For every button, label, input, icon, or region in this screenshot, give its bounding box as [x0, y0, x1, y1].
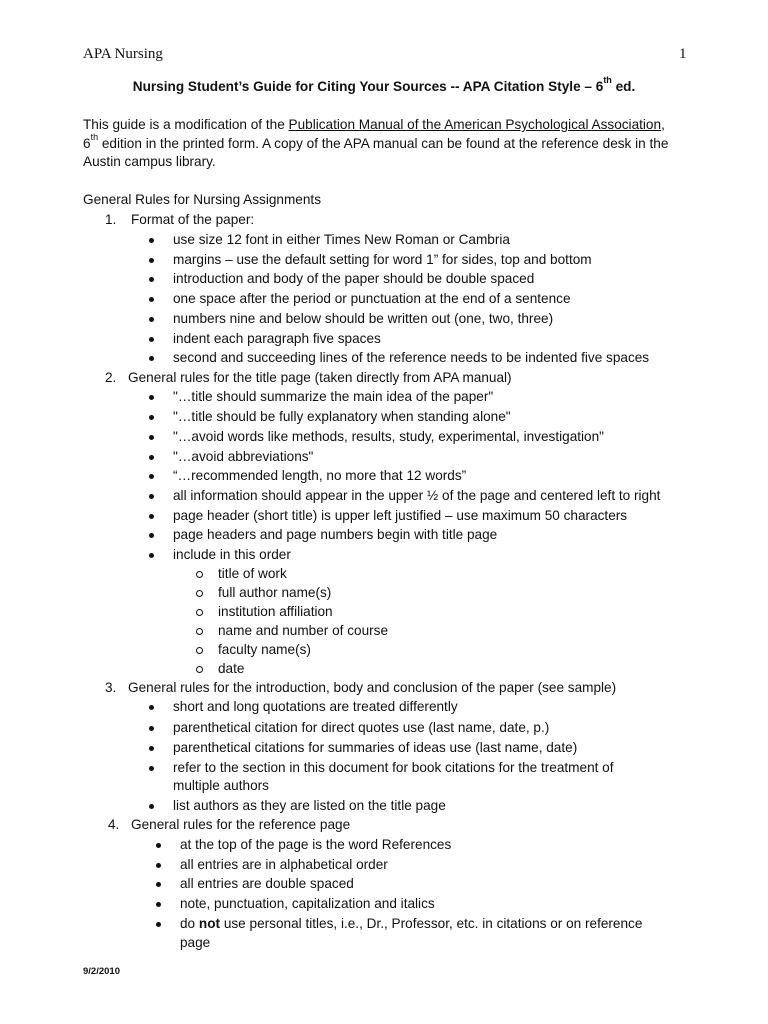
intro-edition-num: 6: [83, 135, 91, 151]
list-item: "…title should be fully explanatory when standing alone": [173, 409, 511, 424]
bullet-icon: [149, 356, 154, 361]
sub-list-item: full author name(s): [218, 585, 331, 600]
sub-list-item: title of work: [218, 566, 287, 581]
list-item: do not use personal titles, i.e., Dr., Professor, etc. in citations or on reference: [180, 916, 642, 931]
intro-part3: edition in the printed form. A copy of the APA manual can be found at the reference desk in the Austin campus library.: [83, 135, 669, 169]
bullet-icon: [149, 494, 154, 499]
list-item: note, punctuation, capitalization and italics: [180, 896, 435, 911]
emphasis-not: not: [198, 916, 221, 931]
list-item: include in this order: [173, 547, 291, 562]
bullet-icon: [149, 415, 154, 420]
list-item: all entries are double spaced: [180, 876, 354, 891]
intro-part1: This guide is a modification of the: [83, 117, 289, 132]
bullet-icon: [149, 746, 154, 751]
circle-bullet-icon: [196, 609, 203, 616]
list-item: all information should appear in the upper ½ of the page and centered left to right: [173, 488, 660, 503]
circle-bullet-icon: [196, 628, 203, 635]
list-item: margins – use the default setting for word 1” for sides, top and bottom: [173, 252, 592, 267]
manual-title: Publication Manual of the American Psychological Association: [288, 117, 662, 132]
bullet-icon: [149, 238, 154, 243]
list-item: at the top of the page is the word References: [180, 837, 451, 852]
list-item: “…recommended length, no more that 12 words”: [173, 468, 466, 483]
list-item: use size 12 font in either Times New Roman or Cambria: [173, 232, 510, 247]
bullet-icon: [156, 902, 161, 907]
sub-list-item: name and number of course: [218, 623, 388, 638]
bullet-icon: [156, 843, 161, 848]
section-heading: General rules for the reference page: [131, 817, 351, 832]
list-item: second and succeeding lines of the reference needs to be indented five spaces: [173, 350, 649, 365]
list-item-continuation: multiple authors: [173, 778, 269, 793]
sub-list-item: institution affiliation: [218, 604, 333, 619]
intro-paragraph: [83, 116, 683, 172]
bullet-icon: [149, 258, 154, 263]
bullet-icon: [156, 882, 161, 887]
section-heading: Format of the paper:: [131, 212, 255, 227]
intro-part2: ,: [661, 117, 665, 132]
circle-bullet-icon: [196, 590, 203, 597]
section-number: 4.: [108, 817, 120, 832]
list-item: list authors as they are listed on the title page: [173, 798, 446, 813]
title-sup: th: [603, 75, 612, 86]
running-head: APA Nursing: [83, 46, 163, 62]
bullet-icon: [149, 804, 154, 809]
sub-list-item: date: [218, 661, 244, 676]
bullet-icon: [149, 337, 154, 342]
list-item: all entries are in alphabetical order: [180, 857, 388, 872]
section-number: 2.: [105, 370, 117, 385]
document-title: [0, 75, 768, 94]
list-item: page header (short title) is upper left justified – use maximum 50 characters: [173, 508, 627, 523]
bullet-icon: [149, 455, 154, 460]
section-number: 1.: [105, 212, 117, 227]
bullet-icon: [149, 726, 154, 731]
circle-bullet-icon: [196, 666, 203, 673]
list-item: "…title should summarize the main idea of the paper": [173, 389, 493, 404]
section-number: 3.: [105, 680, 117, 695]
intro-edition-sup: th: [90, 131, 99, 142]
list-item: numbers nine and below should be written out (one, two, three): [173, 311, 553, 326]
bullet-icon: [156, 922, 161, 927]
bullet-icon: [149, 435, 154, 440]
bullet-icon: [149, 705, 154, 710]
title-main: Nursing Student’s Guide for Citing Your Sources -- APA Citation Style – 6: [132, 79, 604, 94]
bullet-icon: [149, 514, 154, 519]
bullet-icon: [149, 766, 154, 771]
list-item: refer to the section in this document for book citations for the treatment of: [173, 760, 614, 775]
list-item: parenthetical citation for direct quotes use (last name, date, p.): [173, 720, 549, 735]
bullet-icon: [156, 863, 161, 868]
title-suffix: ed.: [611, 79, 636, 94]
list-item: short and long quotations are treated differently: [173, 699, 458, 714]
circle-bullet-icon: [196, 647, 203, 654]
list-item: introduction and body of the paper should be double spaced: [173, 271, 534, 286]
footer-date: 9/2/2010: [83, 966, 120, 977]
list-item-continuation: page: [180, 935, 211, 950]
bullet-icon: [149, 474, 154, 479]
bullet-icon: [149, 297, 154, 302]
section-title: General Rules for Nursing Assignments: [83, 192, 321, 207]
bullet-icon: [149, 395, 154, 400]
list-item: one space after the period or punctuation at the end of a sentence: [173, 291, 571, 306]
page-number: 1: [679, 46, 687, 62]
bullet-icon: [149, 533, 154, 538]
section-heading: General rules for the introduction, body and conclusion of the paper (see sample): [128, 680, 617, 695]
list-item: parenthetical citations for summaries of ideas use (last name, date): [173, 740, 577, 755]
list-item: "…avoid abbreviations": [173, 449, 313, 464]
list-item: indent each paragraph five spaces: [173, 331, 381, 346]
bullet-icon: [149, 553, 154, 558]
sub-list-item: faculty name(s): [218, 642, 311, 657]
section-heading: General rules for the title page (taken directly from APA manual): [128, 370, 512, 385]
list-item: "…avoid words like methods, results, study, experimental, investigation": [173, 429, 604, 444]
circle-bullet-icon: [196, 571, 203, 578]
list-item: page headers and page numbers begin with title page: [173, 527, 497, 542]
bullet-icon: [149, 317, 154, 322]
bullet-icon: [149, 277, 154, 282]
